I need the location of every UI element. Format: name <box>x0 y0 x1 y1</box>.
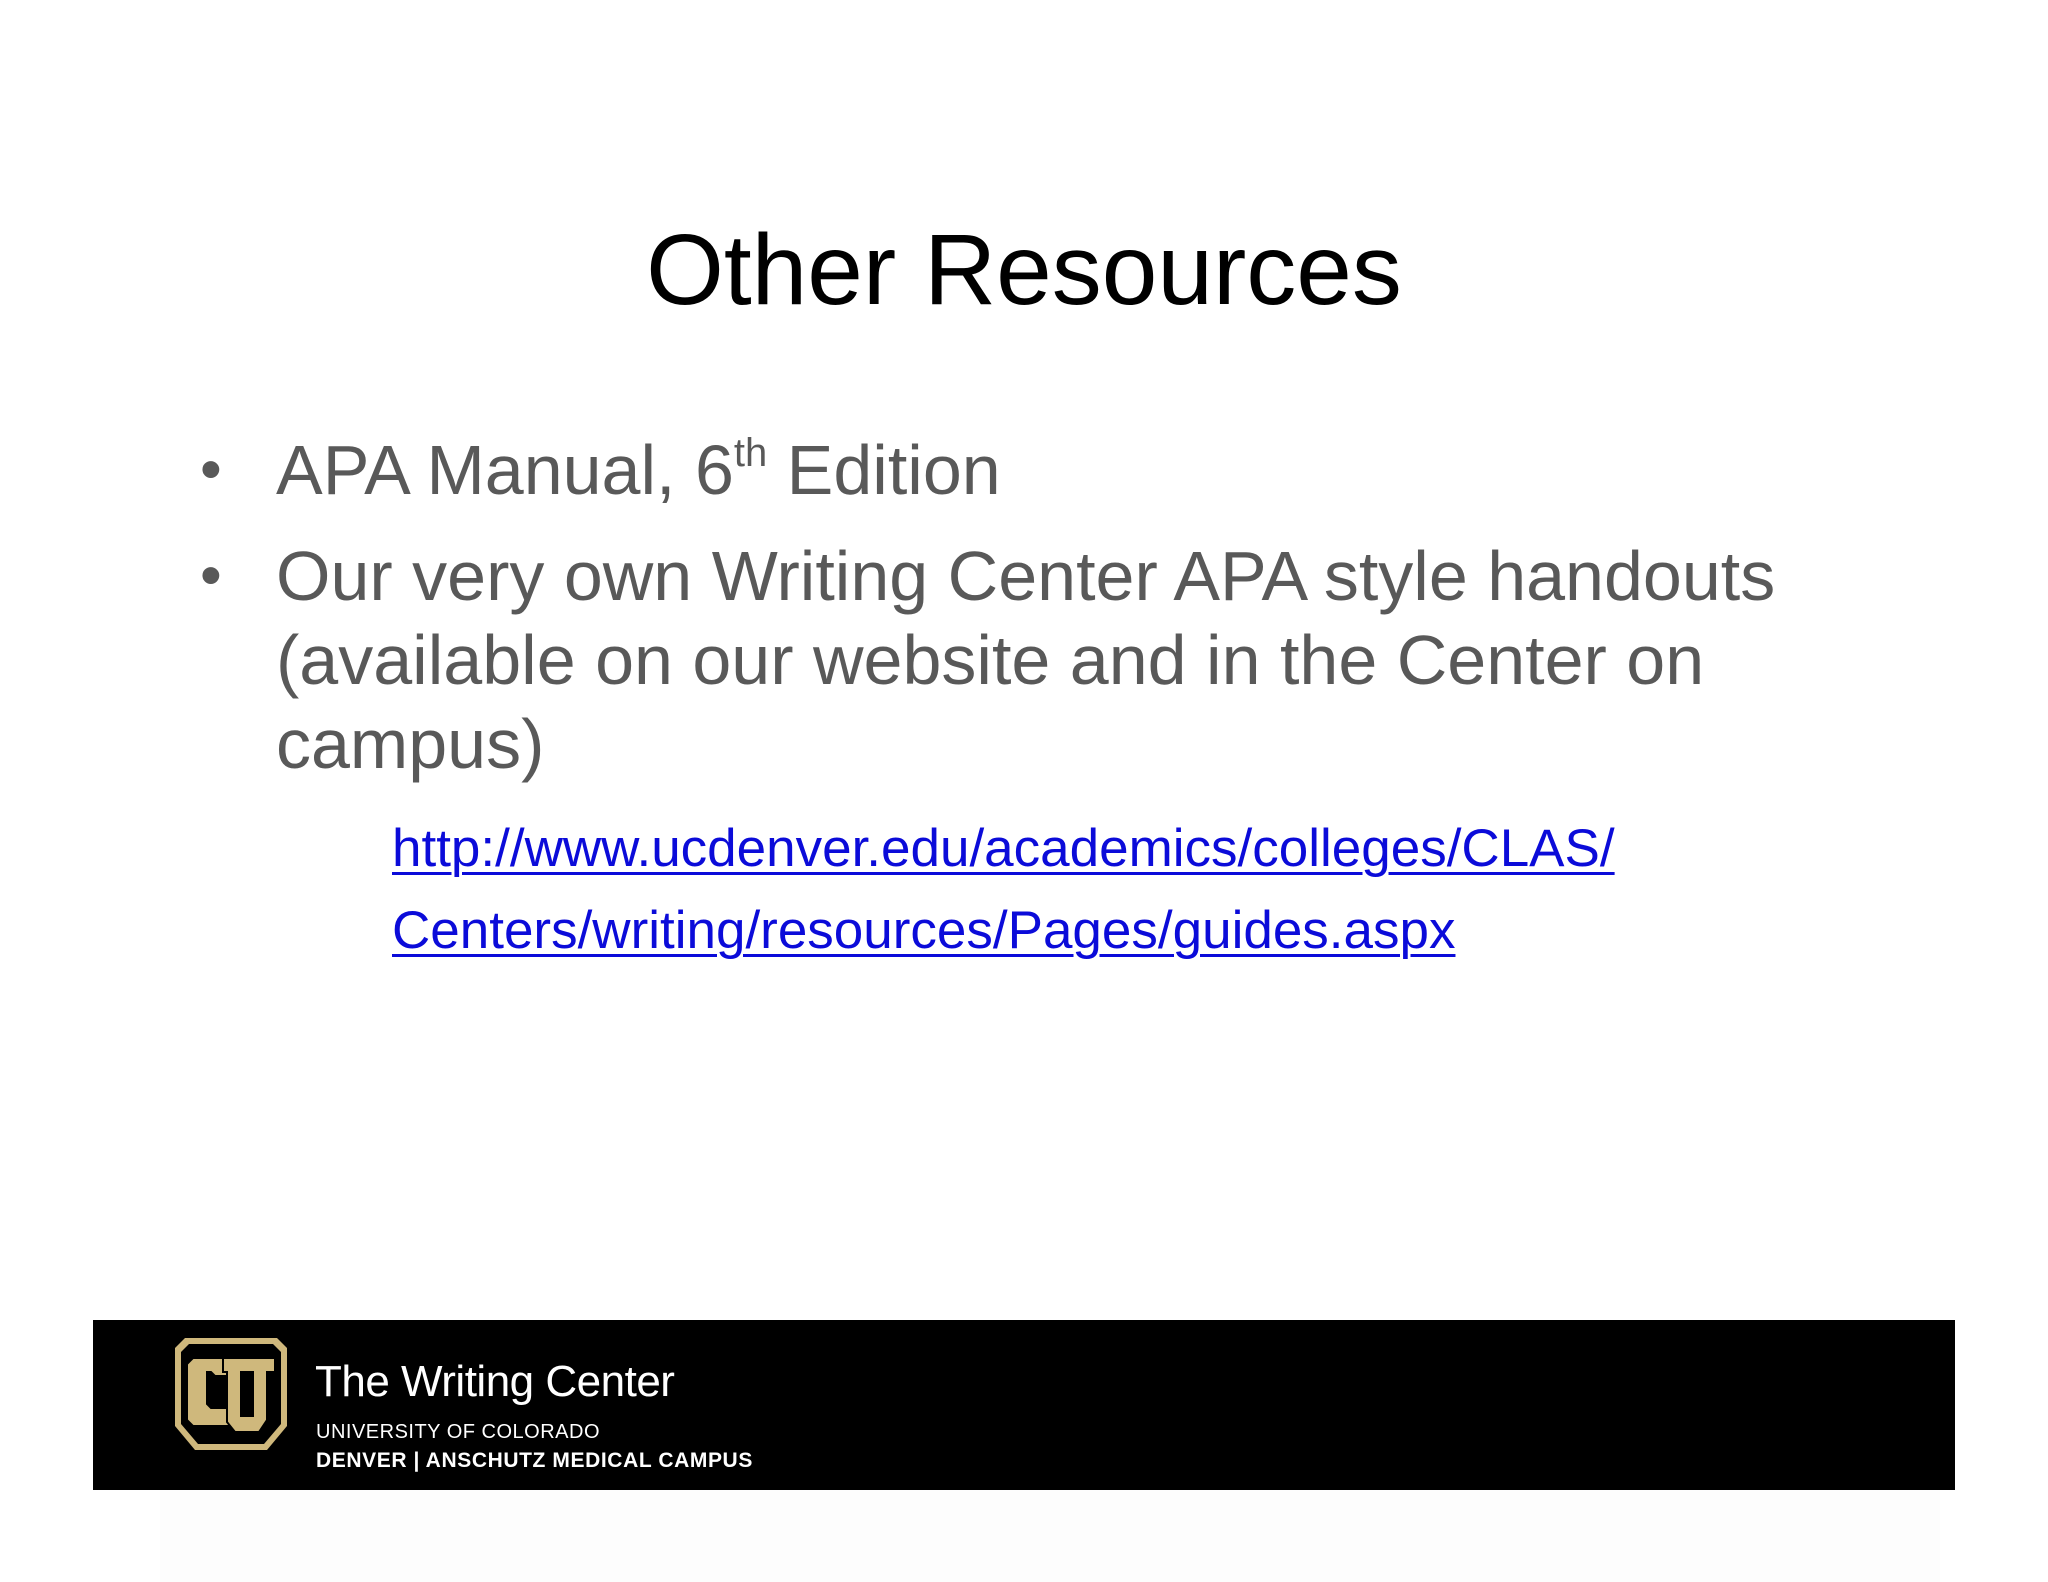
bullet-text-handouts: Our very own Writing Center APA style handouts (available on our website and in the Center on campus) <box>276 537 1776 783</box>
bullet-item-handouts <box>200 534 1900 786</box>
handout-link-line-2[interactable]: Centers/writing/resources/Pages/guides.aspx <box>392 901 1456 960</box>
superscript-th: th <box>733 431 768 475</box>
footer-banner <box>93 1320 1955 1490</box>
handout-link-line-1[interactable]: http://www.ucdenver.edu/academics/colleges/CLAS/ <box>392 819 1615 878</box>
slide-title: Other Resources <box>646 214 1402 326</box>
bullet-item-apa-manual <box>200 428 1900 512</box>
handout-url <box>392 808 1615 972</box>
cu-logo-icon <box>171 1334 291 1454</box>
bottom-margin <box>160 1490 1940 1582</box>
footer-university: UNIVERSITY OF COLORADO <box>316 1421 601 1443</box>
footer-campus: DENVER | ANSCHUTZ MEDICAL CAMPUS <box>316 1449 753 1472</box>
bullet-icon: • <box>200 435 222 504</box>
bullet-list <box>200 428 1900 808</box>
bullet-icon: • <box>200 541 222 610</box>
footer-title: The Writing Center <box>315 1357 675 1406</box>
bullet-text-apa-manual: APA Manual, 6th Edition <box>276 431 1001 509</box>
